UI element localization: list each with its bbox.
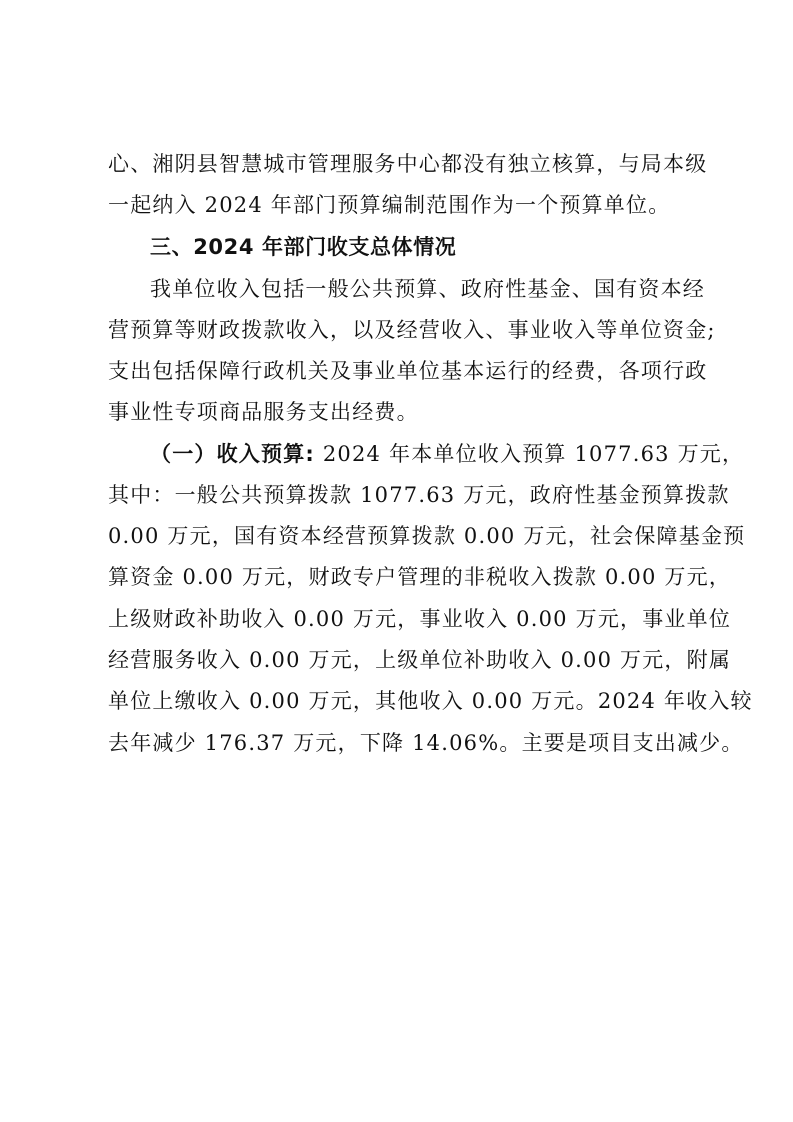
- overview-line-3: 支出包括保障行政机关及事业单位基本运行的经费，各项行政: [108, 359, 708, 383]
- income-first-text: 2024 年本单位收入预算 1077.63 万元，: [315, 442, 745, 466]
- income-line-2: 其中：一般公共预算拨款 1077.63 万元，政府性基金预算拨款: [108, 483, 730, 507]
- income-line-5: 上级财政补助收入 0.00 万元，事业收入 0.00 万元，事业单位: [108, 607, 732, 631]
- income-line-4: 算资金 0.00 万元，财政专户管理的非税收入拨款 0.00 万元，: [108, 565, 732, 589]
- overview-line-1: 我单位收入包括一般公共预算、政府性基金、国有资本经: [150, 277, 705, 301]
- overview-line-2: 营预算等财政拨款收入，以及经营收入、事业收入等单位资金;: [108, 318, 716, 342]
- income-line-3: 0.00 万元，国有资本经营预算拨款 0.00 万元，社会保障基金预: [108, 524, 746, 548]
- section-heading: 三、2024 年部门收支总体情况: [150, 235, 457, 259]
- income-line-6: 经营服务收入 0.00 万元，上级单位补助收入 0.00 万元，附属: [108, 648, 732, 672]
- overview-line-4: 事业性专项商品服务支出经费。: [108, 400, 419, 424]
- income-line-7: 单位上缴收入 0.00 万元，其他收入 0.00 万元。2024 年收入较: [108, 689, 753, 713]
- intro-line-1: 心、湘阴县智慧城市管理服务中心都没有独立核算，与局本级: [108, 152, 708, 176]
- intro-line-2: 一起纳入 2024 年部门预算编制范围作为一个预算单位。: [108, 193, 671, 217]
- income-heading: （一）收入预算:: [150, 442, 315, 466]
- income-line-1: [150, 439, 744, 469]
- income-line-8: 去年减少 176.37 万元，下降 14.06%。主要是项目支出减少。: [108, 731, 744, 755]
